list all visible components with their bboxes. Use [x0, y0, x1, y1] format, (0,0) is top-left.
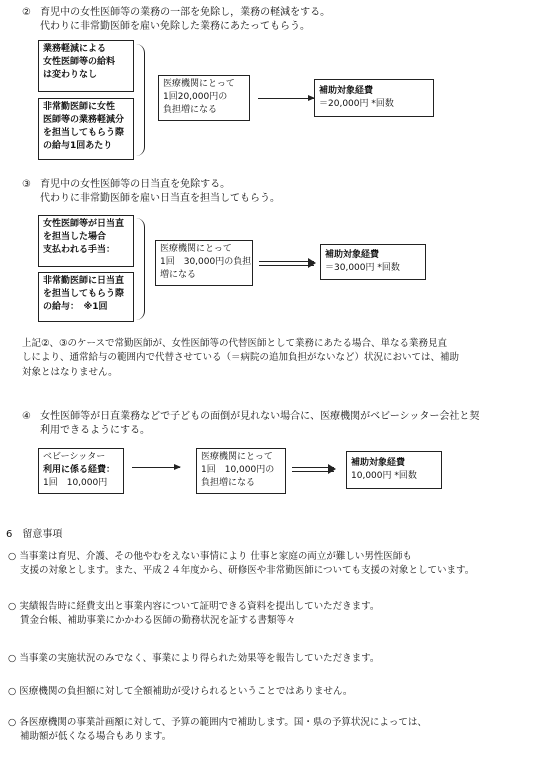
item4-box-middle-line: 1回 10,000円の: [201, 465, 275, 476]
section6-item: [8, 685, 352, 699]
item4-arrow-1: [132, 467, 180, 468]
item2-heading: [22, 6, 330, 20]
item4-line1: 女性医師等が日直業務などで子どもの面倒が見れない場合に、医療機関がベビーシッター会社と契: [40, 411, 480, 422]
section6-item-line: 当事業の実施状況のみでなく、事業により得られた効果等を報告していただきます。: [19, 653, 380, 664]
section6-item-line: 補助額が低くなる場合もあります。: [20, 731, 172, 743]
item2-box-result: [314, 79, 434, 117]
item2-line2: 代わりに非常勤医師を雇い免除した業務にあたってもらう。: [40, 21, 310, 32]
item3-box-middle-line: 医療機関にとって: [160, 244, 232, 254]
note-23-line: しにより、通常給与の範囲内で代替させている（＝病院の追加負担がないなど）状況においては、補助: [22, 352, 460, 364]
section6-item: [8, 550, 474, 579]
item3-brace: [136, 218, 145, 320]
item4-marker: ④: [22, 411, 31, 422]
item3-box-bottom-line: の給与： ※1回: [43, 302, 108, 313]
bullet-icon: ○: [8, 686, 17, 697]
item2-box-bottom-line: を担当してもらう際: [43, 128, 125, 139]
section6-item: [8, 600, 379, 629]
item2-box-top: [38, 40, 134, 92]
item4-box-left-line: 利用に係る経費：: [43, 465, 116, 476]
bullet-icon: ○: [8, 601, 17, 612]
item2-box-bottom: [38, 98, 134, 160]
item2-box-bottom-line: 医師等の業務軽減分: [43, 115, 125, 126]
item2-box-bottom-line: の給与1回あたり: [43, 141, 113, 152]
item3-box-result: [320, 244, 426, 280]
item2-box-middle-line: 負担増になる: [163, 105, 218, 116]
item2-box-result-line: ＝20,000円 *回数: [319, 99, 394, 110]
note-23-line: 上記②、③のケースで常勤医師が、女性医師等の代替医師として業務にあたる場合、単なる業務見直: [22, 338, 448, 349]
item2-marker: ②: [22, 7, 31, 18]
item2-box-top-line: は変わりなし: [43, 70, 98, 81]
section6-item-line: 支援の対象とします。また、平成２４年度から、研修医や非常勤医師についても支援の対象としています。: [20, 565, 475, 577]
item2-box-middle-line: 1回20,000円の: [163, 92, 228, 103]
section6-item: [8, 652, 379, 666]
item3-box-middle-line: 1回 30,000円の負担: [160, 257, 252, 268]
item4-arrow-2: [292, 467, 334, 472]
item3-box-result-line: ＝30,000円 *回数: [325, 263, 400, 274]
item3-box-middle-line: 増になる: [160, 270, 197, 281]
item4-box-middle: [196, 448, 286, 494]
item3-box-top: [38, 215, 134, 267]
item3-box-middle: [155, 240, 253, 286]
item4-box-result: [346, 451, 442, 489]
bullet-icon: ○: [8, 653, 17, 664]
bullet-icon: ○: [8, 551, 17, 562]
item4-box-result-line: 補助対象経費: [351, 458, 406, 468]
item3-box-top-line: 女性医師等が日当直: [43, 219, 125, 229]
item4-box-middle-line: 医療機関にとって: [201, 452, 273, 462]
bullet-icon: ○: [8, 717, 17, 728]
item3-box-top-line: 支払われる手当：: [43, 245, 116, 256]
item3-line2: 代わりに非常勤医師を雇い日当直を担当してもらう。: [40, 193, 280, 204]
section6-item: [8, 716, 427, 745]
item3-heading: [22, 178, 230, 192]
section6-item-line: 実績報告時に経費支出と事業内容について証明できる資料を提出していただきます。: [19, 601, 380, 612]
section6-item-line: 各医療機関の事業計画額に対して、予算の範囲内で補助します。国・県の予算状況によっては、: [19, 717, 427, 728]
item3-box-top-line: を担当した場合: [43, 232, 107, 243]
item4-heading: [22, 410, 479, 424]
item3-box-bottom: [38, 272, 134, 322]
item3-arrow: [259, 261, 314, 266]
item2-brace: [136, 44, 145, 156]
item3-box-bottom-line: を担当してもらう際: [43, 289, 125, 300]
item2-box-result-line: 補助対象経費: [319, 86, 374, 96]
item4-box-result-line: 10,000円 *回数: [351, 471, 417, 482]
item2-box-top-line: 業務軽減による: [43, 44, 107, 54]
item4-box-left-line: 1回 10,000円: [43, 478, 108, 489]
section6-heading: 6 留意事項: [6, 529, 63, 540]
item2-arrow: [258, 98, 314, 99]
section6-item-line: 賃金台帳、補助事業にかかわる医師の勤務状況を証する書類等々: [20, 615, 296, 627]
item3-line1: 育児中の女性医師等の日当直を免除する。: [40, 179, 231, 190]
item2-box-top-line: 女性医師等の給料: [43, 57, 116, 68]
item2-line1: 育児中の女性医師等の業務の一部を免除し，業務の軽減をする。: [40, 7, 331, 18]
item2-box-middle: [158, 75, 250, 121]
item2-box-middle-line: 医療機関にとって: [163, 79, 235, 89]
note-23: [22, 337, 459, 380]
item3-marker: ③: [22, 179, 31, 190]
item4-box-left: [38, 448, 124, 494]
item3-box-bottom-line: 非常勤医師に日当直: [43, 276, 125, 286]
item4-box-left-line: ベビーシッター: [43, 452, 106, 462]
item2-box-bottom-line: 非常勤医師に女性: [43, 102, 116, 112]
section6-item-line: 医療機関の負担額に対して全額補助が受けられるということではありません。: [19, 686, 353, 697]
item3-box-result-line: 補助対象経費: [325, 250, 380, 260]
item4-box-middle-line: 負担増になる: [201, 478, 256, 489]
note-23-line: 対象とはなりません。: [22, 366, 118, 378]
section6-item-line: 当事業は育児、介護、その他やむをえない事情により 仕事と家庭の両立が難しい男性医師も: [19, 551, 412, 562]
item4-line2: 利用できるようにする。: [40, 425, 150, 436]
